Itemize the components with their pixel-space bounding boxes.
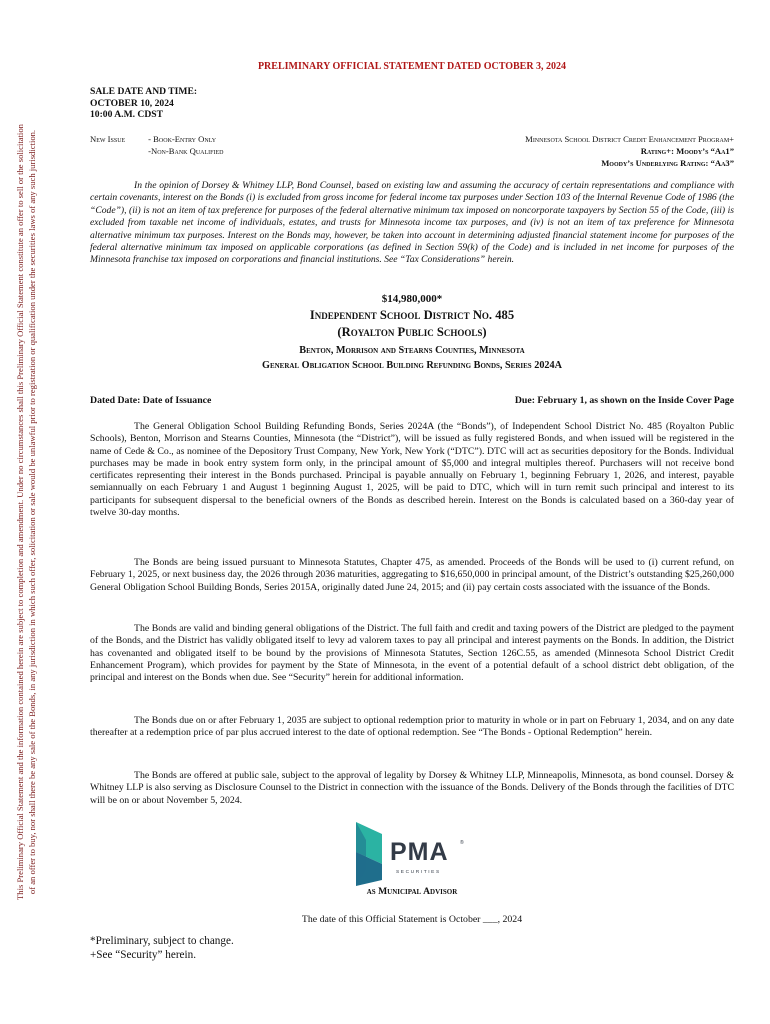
pma-logo-mark-icon: [352, 820, 392, 888]
bond-series-name: General Obligation School Building Refunding Bonds, Series 2024A: [262, 360, 562, 371]
sale-date: OCTOBER 10, 2024: [90, 97, 174, 109]
issuer-schools: (Royalton Public Schools): [337, 325, 487, 339]
paragraph-purpose: The Bonds are being issued pursuant to Minnesota Statutes, Chapter 475, as amended. Proceeds of the Bonds will be used to (i) current refund, on February 1, 2025, or next business day, the 2026 through 2036 maturities, aggregating to $16,650,000 in principal amount, of the District’s outstanding $25,260,000 General Obligation School Building Bonds, Series 2015A, originally dated June 24, 2015; and (ii) pay certain costs associated with the issuance of the Bonds.: [90, 557, 734, 593]
pma-wordmark: PMA: [390, 838, 449, 866]
official-statement-date: The date of this Official Statement is October ___, 2024: [301, 914, 523, 925]
enhanced-rating: Rating+: Moody’s “Aa1”: [640, 146, 734, 156]
paragraph-bond-description: The General Obligation School Building Refunding Bonds, Series 2024A (the “Bonds”), of Independent School District No. 485 (Royalton Public Schools), Benton, Morrison and Stearns Counties, Minnesota (the “District”), will be issued as fully registered Bonds, and when issued will be registered in the name of Cede & Co., as nominee of the Depository Trust Company, New York, New York (“DTC”). DTC will act as securities depository for the Bonds. Individual purchases may be made in book entry system form only, in the principal amount of $5,000 and integral multiples thereof. Purchasers will not receive bond certificates representing their interest in the Bonds purchased. Principal is payable annually on February 1, beginning February 1, 2026, and interest, payable semiannually on each February 1 and August 1 beginning August 1, 2025, will be paid to DTC, which will in turn remit such principal and interest to its participants for subsequent dispersal to the beneficial owners of the Bonds as described herein. Interest on the Bonds is calculated based on a 360-day year of twelve 30-day months.: [90, 421, 734, 518]
ratings-block: [525, 133, 734, 169]
dated-date: Dated Date: Date of Issuance: [90, 395, 212, 406]
securities-tagline: SECURITIES: [396, 870, 441, 875]
document-title: PRELIMINARY OFFICIAL STATEMENT DATED OCTOBER 3, 2024: [257, 61, 567, 72]
non-bank-qualified: -Non-Bank Qualified: [148, 146, 224, 156]
issue-title-block: [90, 291, 734, 373]
new-issue-values: [148, 133, 223, 157]
paragraph-redemption: The Bonds due on or after February 1, 2035 are subject to optional redemption prior to maturity in whole or in part on February 1, 2034, and on any date thereafter at a redemption price of par plus accrued interest to the date of optional redemption. See “The Bonds - Optional Redemption” herein.: [90, 715, 734, 739]
credit-enhancement-program: Minnesota School District Credit Enhancement Program+: [525, 134, 734, 144]
issuer-counties: Benton, Morrison and Stearns Counties, Minnesota: [299, 345, 525, 356]
dates-row: [90, 395, 734, 406]
footnotes: [90, 935, 234, 963]
disclaimer-line-2: of an offer to buy, nor shall there be any sale of the Bonds, in any jurisdiction in which such offer, solicitation or sale would be unlawful prior to registration or qualification under the securities laws of any such jurisdiction.: [27, 129, 37, 895]
issuer-name: Independent School District No. 485: [309, 308, 515, 322]
preliminary-disclaimer-notice: [14, 0, 66, 1024]
bond-counsel-opinion: In the opinion of Dorsey & Whitney LLP, Bond Counsel, based on existing law and assuming the accuracy of certain representations and compliance with certain covenants, interest on the Bonds (i) is excluded from gross income for federal income tax purposes under Section 103 of the Internal Revenue Code of 1986 (the “Code”), (ii) is not an item of tax preference for purposes of the federal alternative minimum tax imposed on noncorporate taxpayers by Section 55 of the Code, (iii) is excluded from taxable net income of individuals, estates, and trusts for Minnesota income tax purposes, and (iv) is not an item of tax preference for Minnesota alternative minimum tax purposes. Interest on the Bonds may, however, be taken into account in determining adjusted financial statement income for purposes of the federal alternative minimum tax imposed on applicable corporations (as defined in Section 59(k) of the Code) and is included in net income for purposes of the Minnesota franchise tax imposed on corporations and financial institutions. See “Tax Considerations” herein.: [90, 180, 734, 266]
new-issue-label: New Issue: [90, 134, 126, 144]
municipal-advisor-label: as Municipal Advisor: [366, 886, 458, 897]
footnote-security: +See “Security” herein.: [90, 948, 197, 961]
sale-time: 10:00 A.M. CDST: [90, 109, 164, 120]
sale-date-block: [90, 86, 197, 121]
paragraph-security: The Bonds are valid and binding general obligations of the District. The full faith and credit and taxing powers of the District are pledged to the payment of the Bonds, and the District has validly obligated itself to levy ad valorem taxes to pay all principal and interest payments on the Bonds. In addition, the District has covenanted and obligated itself to be bound by the provisions of Minnesota Statutes, Section 126C.55, as amended (Minnesota School District Credit Enhancement Program), which provides for payment by the State of Minnesota, in the event of a potential default of a school district debt obligation, of the principal and interest on the Bonds when due. See “Security” herein for additional information.: [90, 623, 734, 683]
new-issue-block: [90, 133, 224, 157]
issue-amount: $14,980,000*: [381, 293, 443, 305]
registered-mark: ®: [460, 840, 464, 846]
footnote-preliminary: *Preliminary, subject to change.: [90, 935, 234, 947]
due-date: Due: February 1, as shown on the Inside Cover Page: [514, 395, 734, 406]
sale-label: SALE DATE AND TIME:: [90, 86, 198, 97]
underlying-rating: Moody’s Underlying Rating: “Aa3”: [601, 158, 734, 168]
book-entry-only: - Book-Entry Only: [148, 134, 217, 144]
paragraph-offering: The Bonds are offered at public sale, subject to the approval of legality by Dorsey & Whitney LLP, Minneapolis, Minnesota, as bond counsel. Dorsey & Whitney LLP is also serving as Disclosure Counsel to the District in connection with the issuance of the Bonds. Delivery of the Bonds through the facilities of DTC will be on or about November 5, 2024.: [90, 770, 734, 806]
disclaimer-line-1: This Preliminary Official Statement and the information contained herein are subject to completion and amendment. Under no circumstances shall this Preliminary Official Statement constitute an offer to sell or the solicitation: [15, 124, 25, 900]
pma-securities-logo: [352, 820, 482, 888]
